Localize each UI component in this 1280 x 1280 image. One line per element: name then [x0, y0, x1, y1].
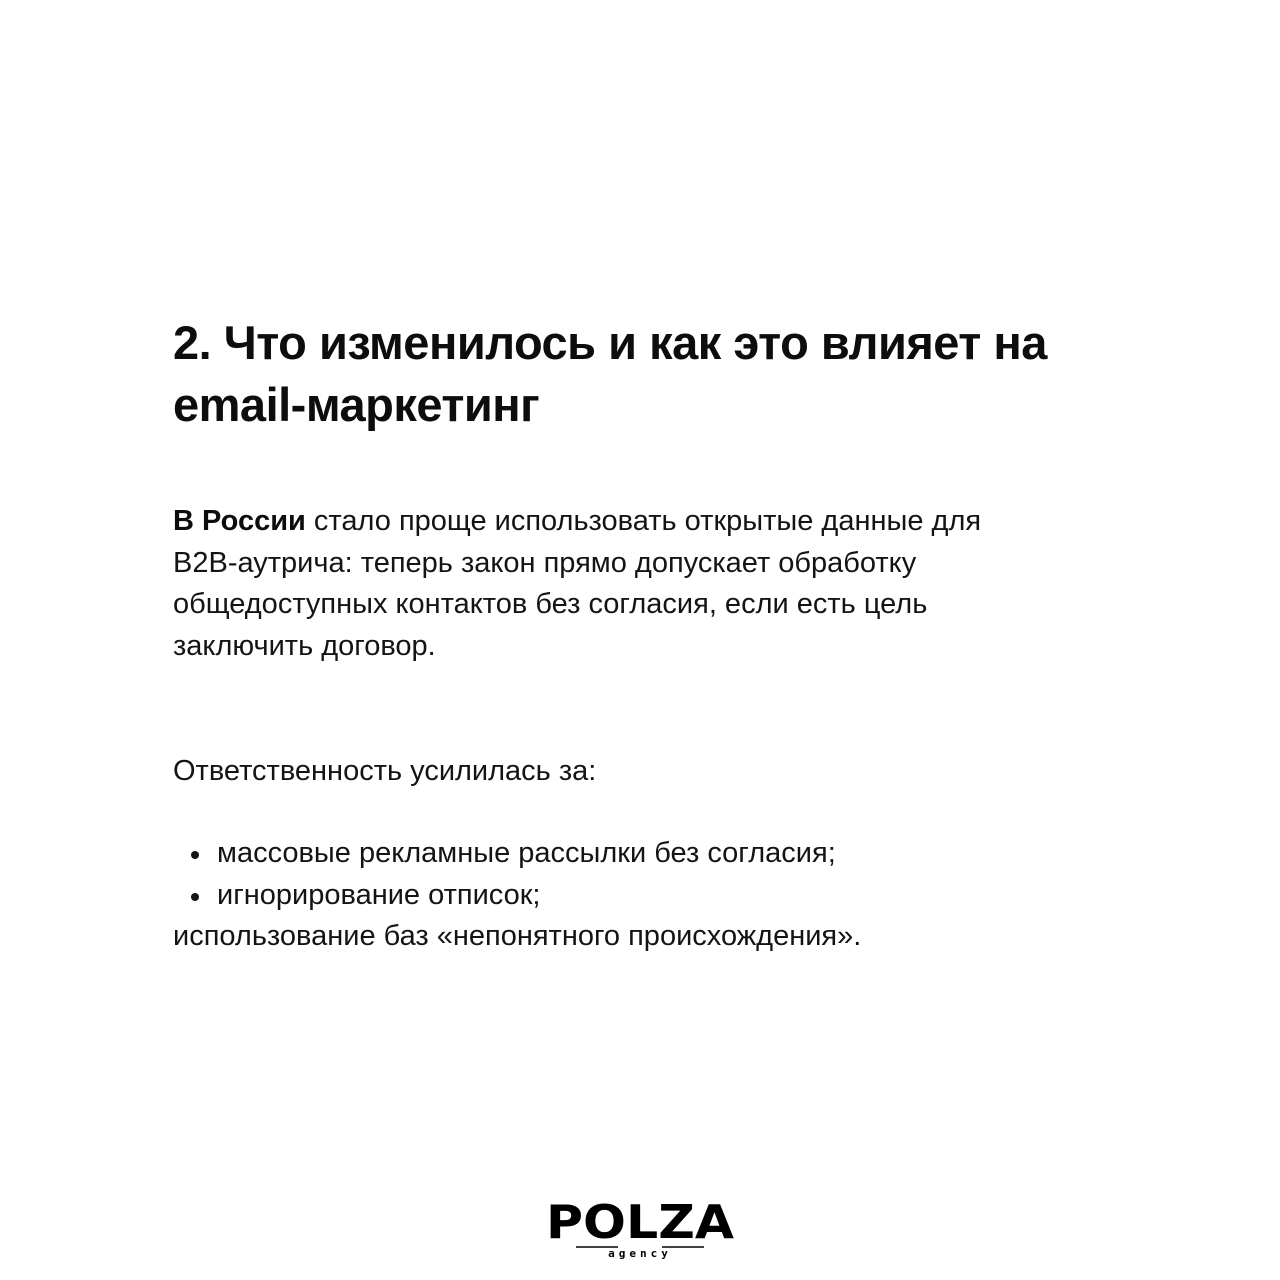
logo-brand-text: POLZA [546, 1196, 735, 1249]
responsibility-heading: Ответственность усилилась за: [173, 755, 597, 787]
bullet-icon [191, 851, 199, 859]
paragraph-line-4: заключить договор. [173, 629, 436, 662]
logo-sub-text: agency [608, 1247, 672, 1260]
list-item-text: массовые рекламные рассылки без согласия; [217, 837, 836, 869]
list-item [173, 833, 836, 875]
polza-logo [540, 1196, 740, 1262]
title-line-2: email-маркетинг [173, 378, 540, 431]
page-title [173, 312, 1133, 436]
title-line-1: 2. Что изменилось и как это влияет на [173, 316, 1047, 369]
bullet-icon [191, 893, 199, 901]
responsibility-tail: использование баз «непонятного происхождения». [173, 920, 862, 952]
paragraph-bold-lead: В России [173, 505, 306, 537]
paragraph-line-3: общедоступных контактов без согласия, если есть цель [173, 588, 928, 620]
paragraph-line-1-rest: стало проще использовать открытые данные для [305, 505, 982, 537]
list-item-text: игнорирование отписок; [217, 878, 541, 911]
list-item [173, 875, 836, 917]
paragraph-line-1 [173, 501, 1113, 543]
responsibility-list [173, 833, 836, 916]
intro-paragraph [173, 501, 1113, 667]
paragraph-line-2: B2B-аутрича: теперь закон прямо допускает обработку [173, 546, 917, 579]
